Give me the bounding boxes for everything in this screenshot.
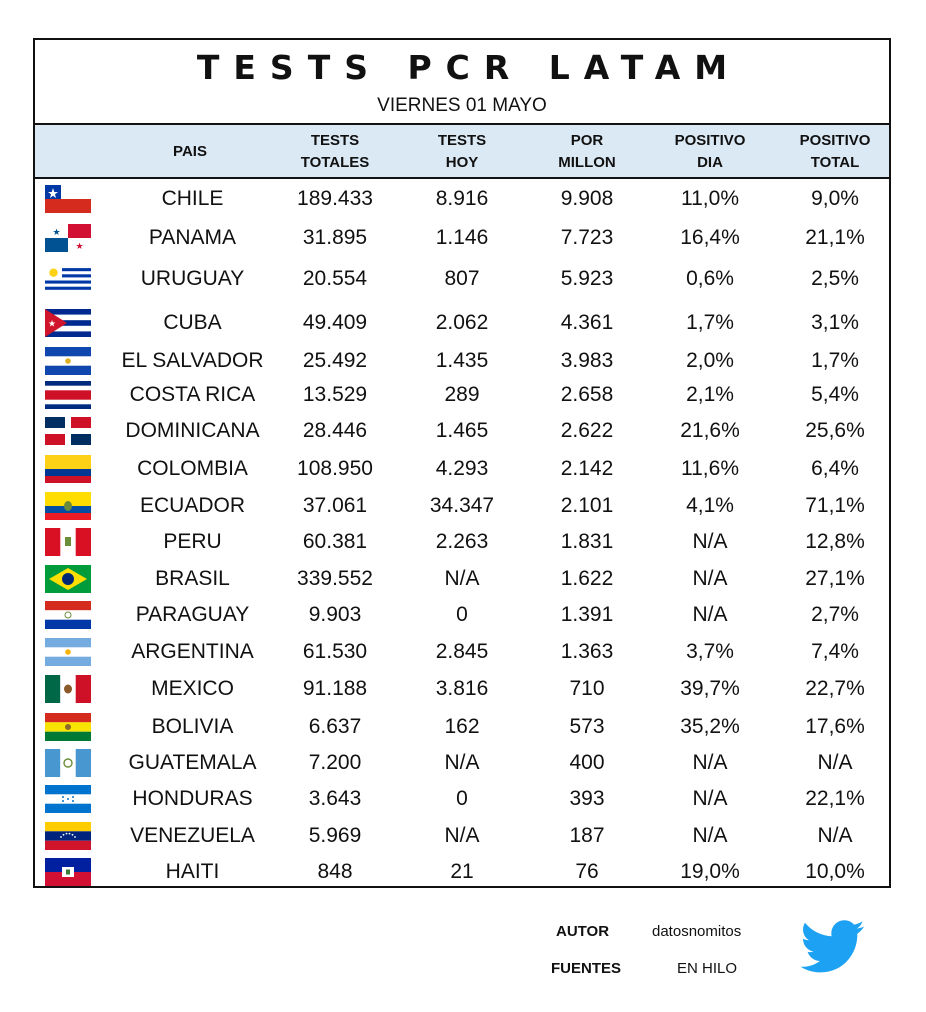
table-row xyxy=(35,819,889,853)
bolivia-flag-icon xyxy=(45,713,91,741)
twitter-bird-icon xyxy=(800,920,866,974)
por-millon-value: 7.723 xyxy=(560,226,614,249)
table-row xyxy=(35,746,889,780)
por-millon-value: 4.361 xyxy=(560,311,614,334)
table-row xyxy=(35,635,889,669)
header-tests-hoy: TESTS HOY xyxy=(437,132,487,171)
paraguay-flag-icon xyxy=(45,601,91,629)
tests-hoy-value: N/A xyxy=(444,567,480,590)
positivo-dia-value: 39,7% xyxy=(680,677,740,700)
tests-hoy-value: 162 xyxy=(444,715,480,738)
haiti-flag-icon xyxy=(45,858,91,886)
table-row xyxy=(35,489,889,523)
positivo-dia-value: 4,1% xyxy=(686,494,734,517)
tests-hoy-value: 1.146 xyxy=(435,226,489,249)
table-row xyxy=(35,855,889,889)
uruguay-flag-icon xyxy=(45,265,91,293)
country-name: URUGUAY xyxy=(140,267,245,290)
table-row xyxy=(35,525,889,559)
por-millon-value: 400 xyxy=(569,751,605,774)
colombia-flag-icon xyxy=(45,455,91,483)
country-name: HAITI xyxy=(165,860,220,883)
header-tests-totales: TESTS TOTALES xyxy=(300,132,370,171)
tests-totales-value: 108.950 xyxy=(297,457,373,480)
costa-rica-flag-icon xyxy=(45,381,91,409)
positivo-dia-value: 2,0% xyxy=(686,349,734,372)
positivo-dia-value: 11,0% xyxy=(681,187,739,210)
positivo-dia-value: N/A xyxy=(692,530,728,553)
tests-hoy-value: 34.347 xyxy=(429,494,495,517)
country-name: EL SALVADOR xyxy=(121,349,264,372)
honduras-flag-icon xyxy=(45,785,91,813)
tests-hoy-value: 21 xyxy=(450,860,474,883)
chile-flag-icon xyxy=(45,185,91,213)
ecuador-flag-icon xyxy=(45,492,91,520)
fuentes-value: EN HILO xyxy=(677,960,738,977)
country-name: PANAMA xyxy=(148,226,237,249)
header-pais: PAIS xyxy=(173,143,207,160)
tests-totales-value: 49.409 xyxy=(302,311,368,334)
svg-text:★: ★ xyxy=(47,318,57,329)
peru-flag-icon xyxy=(45,528,91,556)
tests-hoy-value: 289 xyxy=(444,383,480,406)
table-frame xyxy=(33,38,891,888)
positivo-total-value: 21,1% xyxy=(805,226,865,249)
country-name: COLOMBIA xyxy=(137,457,248,480)
por-millon-value: 2.142 xyxy=(560,457,614,480)
header-positivo-total: POSITIVO TOTAL xyxy=(799,132,871,171)
table-row xyxy=(35,182,889,216)
tests-totales-value: 25.492 xyxy=(302,349,368,372)
table-row xyxy=(35,262,889,296)
positivo-total-value: 27,1% xyxy=(805,567,865,590)
tests-hoy-value: N/A xyxy=(444,751,480,774)
tests-hoy-value: 1.435 xyxy=(435,349,489,372)
positivo-total-value: 25,6% xyxy=(805,419,865,442)
el-salvador-flag-icon xyxy=(45,347,91,375)
por-millon-value: 573 xyxy=(569,715,605,738)
positivo-dia-value: N/A xyxy=(692,603,728,626)
positivo-dia-value: 0,6% xyxy=(686,267,734,290)
tests-hoy-value: 807 xyxy=(444,267,480,290)
argentina-flag-icon xyxy=(45,638,91,666)
positivo-total-value: 5,4% xyxy=(811,383,859,406)
tests-totales-value: 5.969 xyxy=(308,824,362,847)
por-millon-value: 2.101 xyxy=(560,494,614,517)
positivo-total-value: N/A xyxy=(817,824,853,847)
tests-totales-value: 9.903 xyxy=(308,603,362,626)
positivo-total-value: 17,6% xyxy=(805,715,865,738)
header-positivo-dia: POSITIVO DIA xyxy=(674,132,746,171)
tests-hoy-value: 0 xyxy=(456,603,468,626)
tests-hoy-value: 2.062 xyxy=(435,311,489,334)
country-name: DOMINICANA xyxy=(125,419,260,442)
positivo-dia-value: 21,6% xyxy=(680,419,740,442)
tests-totales-value: 28.446 xyxy=(302,419,368,442)
table-row xyxy=(35,782,889,816)
positivo-total-value: 71,1% xyxy=(805,494,865,517)
positivo-dia-value: N/A xyxy=(692,751,728,774)
brasil-flag-icon xyxy=(45,565,91,593)
autor-label: AUTOR xyxy=(556,923,610,940)
positivo-dia-value: 11,6% xyxy=(681,457,739,480)
positivo-total-value: 6,4% xyxy=(811,457,859,480)
country-name: PARAGUAY xyxy=(135,603,250,626)
tests-totales-value: 31.895 xyxy=(302,226,368,249)
tests-totales-value: 3.643 xyxy=(308,787,362,810)
country-name: MEXICO xyxy=(151,677,234,700)
tests-hoy-value: 8.916 xyxy=(435,187,489,210)
svg-text:★: ★ xyxy=(75,241,84,251)
tests-hoy-value: 4.293 xyxy=(435,457,489,480)
tests-hoy-value: 2.263 xyxy=(435,530,489,553)
positivo-dia-value: N/A xyxy=(692,567,728,590)
table-row xyxy=(35,344,889,378)
por-millon-value: 9.908 xyxy=(560,187,614,210)
positivo-total-value: 3,1% xyxy=(811,311,859,334)
mexico-flag-icon xyxy=(45,675,91,703)
tests-hoy-value: N/A xyxy=(444,824,480,847)
tests-totales-value: 61.530 xyxy=(302,640,368,663)
positivo-dia-value: 3,7% xyxy=(686,640,734,663)
tests-totales-value: 189.433 xyxy=(297,187,373,210)
por-millon-value: 76 xyxy=(575,860,599,883)
positivo-dia-value: N/A xyxy=(692,787,728,810)
tests-totales-value: 91.188 xyxy=(302,677,368,700)
country-name: ARGENTINA xyxy=(131,640,254,663)
por-millon-value: 710 xyxy=(569,677,605,700)
country-name: BOLIVIA xyxy=(151,715,234,738)
tests-totales-value: 13.529 xyxy=(302,383,368,406)
country-name: VENEZUELA xyxy=(130,824,255,847)
tests-totales-value: 848 xyxy=(317,860,353,883)
table-row xyxy=(35,306,889,340)
positivo-total-value: 7,4% xyxy=(811,640,859,663)
country-name: CUBA xyxy=(163,311,222,334)
table-header xyxy=(35,123,889,179)
por-millon-value: 2.658 xyxy=(560,383,614,406)
country-name: COSTA RICA xyxy=(129,383,256,406)
page-subtitle: VIERNES 01 MAYO xyxy=(377,95,547,116)
dominicana-flag-icon xyxy=(45,417,91,445)
por-millon-value: 1.363 xyxy=(560,640,614,663)
por-millon-value: 1.622 xyxy=(560,567,614,590)
autor-value: datosnomitos xyxy=(652,923,742,940)
por-millon-value: 187 xyxy=(569,824,605,847)
cuba-flag-icon xyxy=(45,309,91,337)
tests-hoy-value: 1.465 xyxy=(435,419,489,442)
country-name: BRASIL xyxy=(155,567,230,590)
positivo-total-value: 1,7% xyxy=(811,349,859,372)
positivo-total-value: 22,1% xyxy=(805,787,865,810)
page-title: TESTS PCR LATAM xyxy=(196,48,742,87)
por-millon-value: 2.622 xyxy=(560,419,614,442)
positivo-total-value: 2,5% xyxy=(811,267,859,290)
venezuela-flag-icon xyxy=(45,822,91,850)
positivo-total-value: N/A xyxy=(817,751,853,774)
header-por-millon: POR MILLON xyxy=(558,132,616,171)
table-row xyxy=(35,221,889,255)
guatemala-flag-icon xyxy=(45,749,91,777)
tests-totales-value: 6.637 xyxy=(308,715,362,738)
positivo-total-value: 12,8% xyxy=(805,530,865,553)
country-name: ECUADOR xyxy=(139,494,245,517)
por-millon-value: 5.923 xyxy=(560,267,614,290)
country-name: PERU xyxy=(163,530,222,553)
country-name: HONDURAS xyxy=(132,787,253,810)
table-row xyxy=(35,414,889,448)
por-millon-value: 393 xyxy=(569,787,605,810)
positivo-dia-value: N/A xyxy=(692,824,728,847)
positivo-total-value: 2,7% xyxy=(811,603,859,626)
positivo-dia-value: 1,7% xyxy=(686,311,734,334)
por-millon-value: 3.983 xyxy=(560,349,614,372)
por-millon-value: 1.831 xyxy=(560,530,614,553)
positivo-dia-value: 16,4% xyxy=(680,226,740,249)
positivo-dia-value: 2,1% xyxy=(686,383,734,406)
positivo-dia-value: 19,0% xyxy=(680,860,740,883)
positivo-total-value: 9,0% xyxy=(811,187,859,210)
svg-text:★: ★ xyxy=(52,227,61,237)
por-millon-value: 1.391 xyxy=(560,603,614,626)
tests-totales-value: 339.552 xyxy=(297,567,373,590)
country-name: GUATEMALA xyxy=(128,751,257,774)
tests-totales-value: 7.200 xyxy=(308,751,362,774)
fuentes-label: FUENTES xyxy=(551,960,622,977)
tests-hoy-value: 2.845 xyxy=(435,640,489,663)
positivo-total-value: 10,0% xyxy=(805,860,865,883)
table-row xyxy=(35,672,889,706)
tests-totales-value: 37.061 xyxy=(302,494,368,517)
tests-totales-value: 60.381 xyxy=(302,530,368,553)
table-row xyxy=(35,710,889,744)
table-row xyxy=(35,562,889,596)
country-name: CHILE xyxy=(161,187,224,210)
positivo-total-value: 22,7% xyxy=(805,677,865,700)
positivo-dia-value: 35,2% xyxy=(680,715,740,738)
panama-flag-icon xyxy=(45,224,91,252)
table-row xyxy=(35,598,889,632)
tests-hoy-value: 0 xyxy=(456,787,468,810)
tests-hoy-value: 3.816 xyxy=(435,677,489,700)
table-row xyxy=(35,378,889,412)
tests-totales-value: 20.554 xyxy=(302,267,368,290)
table-row xyxy=(35,452,889,486)
